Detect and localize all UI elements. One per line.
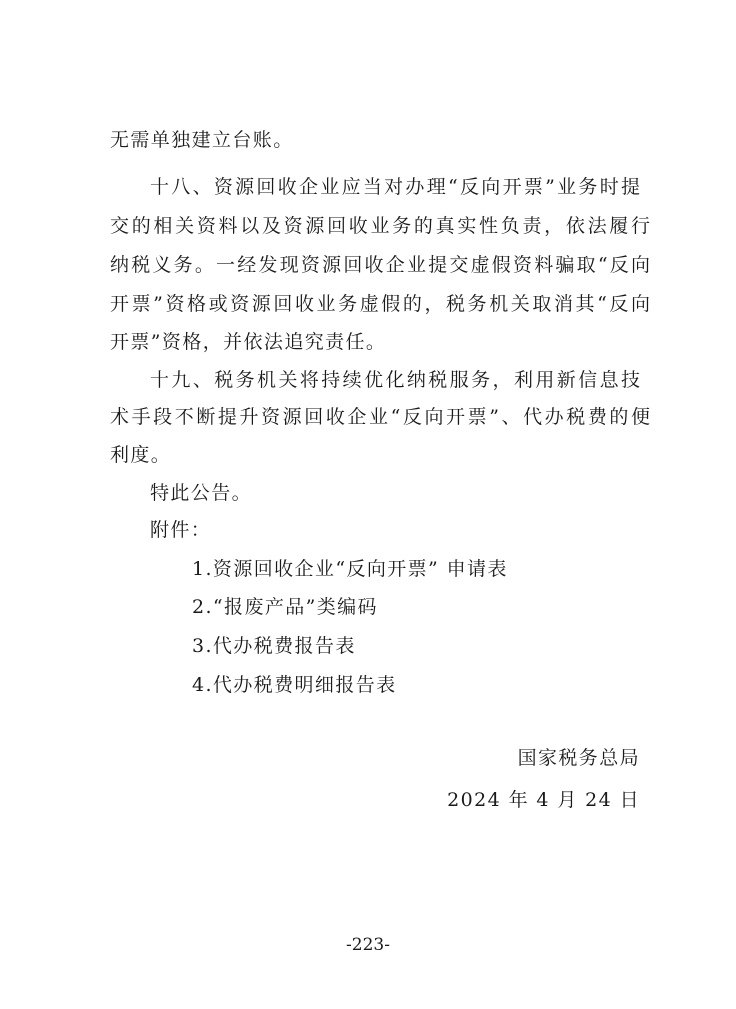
body-line-6: 开票”资格，并依法追究责任。 bbox=[110, 331, 387, 353]
body-line-4: 纳税义务。一经发现资源回收企业提交虚假资料骗取“反向 bbox=[110, 254, 650, 276]
attachment-item-3: 3.代办税费报告表 bbox=[192, 635, 356, 657]
attachment-item-1: 1.资源回收企业“反向开票” 申请表 bbox=[192, 558, 508, 580]
body-line-7: 十九、税务机关将持续优化纳税服务，利用新信息技 bbox=[150, 369, 640, 391]
attachments-heading: 附件： bbox=[150, 519, 212, 541]
attachment-item-2: 2.“报废产品”类编码 bbox=[192, 596, 378, 618]
body-line-2: 十八、资源回收企业应当对办理“反向开票”业务时提 bbox=[150, 176, 640, 198]
body-line-5: 开票”资格或资源回收业务虚假的，税务机关取消其“反向 bbox=[110, 293, 650, 315]
body-line-1: 无需单独建立台账。 bbox=[110, 129, 294, 151]
closing-phrase: 特此公告。 bbox=[150, 482, 253, 504]
body-line-9: 利度。 bbox=[110, 444, 172, 466]
body-line-3: 交的相关资料以及资源回收业务的真实性负责，依法履行 bbox=[110, 215, 650, 237]
body-line-8: 术手段不断提升资源回收企业“反向开票”、代办税费的便 bbox=[110, 406, 650, 428]
page-number: -223- bbox=[346, 935, 390, 955]
issuer-name: 国家税务总局 bbox=[517, 747, 640, 769]
attachment-item-4: 4.代办税费明细报告表 bbox=[192, 674, 397, 696]
issue-date: 2024 年 4 月 24 日 bbox=[447, 789, 640, 811]
